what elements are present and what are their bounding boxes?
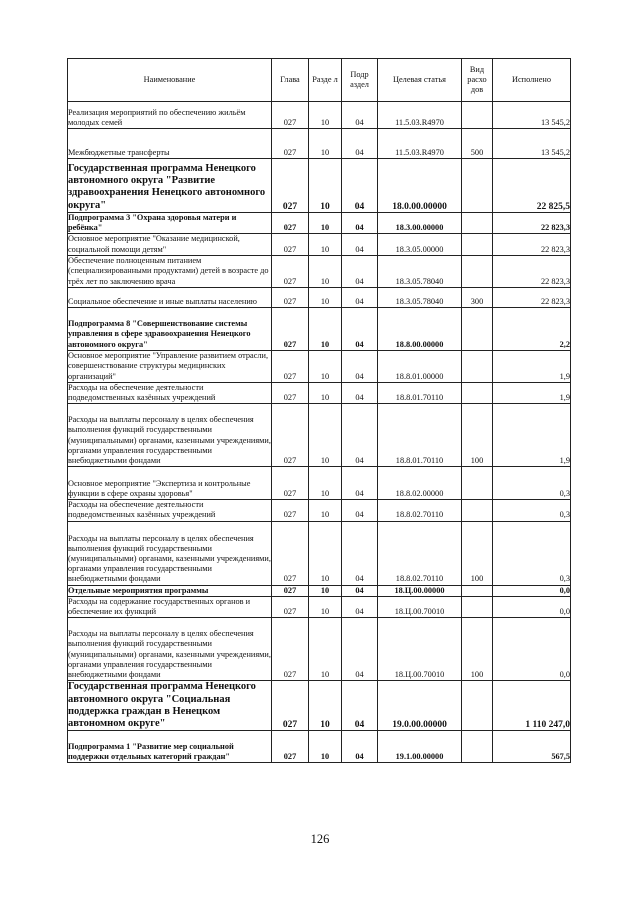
cell-name: Расходы на содержание государственных органов и обеспечение их функций: [68, 596, 272, 617]
table-row: [68, 731, 571, 763]
header-executed: Исполнено: [493, 59, 571, 102]
cell-podrazdel: 04: [342, 129, 378, 159]
cell-glava: 027: [272, 287, 309, 307]
cell-name: Основное мероприятие "Экспертиза и контрольные функции в сфере охраны здоровья": [68, 467, 272, 500]
cell-name: Расходы на обеспечение деятельности подведомственных казённых учреждений: [68, 500, 272, 521]
cell-vid: 100: [462, 521, 493, 585]
cell-executed: 0,3: [493, 500, 571, 521]
cell-executed: 22 823,3: [493, 287, 571, 307]
header-vid: Вид расхо дов: [462, 59, 493, 102]
cell-name: Реализация мероприятий по обеспечению жильём молодых семей: [68, 102, 272, 129]
cell-glava: 027: [272, 255, 309, 287]
cell-vid: [462, 102, 493, 129]
cell-glava: 027: [272, 350, 309, 382]
header-podrazdel: Подр аздел: [342, 59, 378, 102]
cell-executed: 13 545,2: [493, 102, 571, 129]
cell-target: 18.8.00.00000: [378, 307, 462, 350]
budget-table: [67, 58, 571, 763]
cell-podrazdel: 04: [342, 234, 378, 255]
cell-name: Подпрограмма 3 "Охрана здоровья матери и ребёнка": [68, 213, 272, 234]
cell-target: 18.Ц.00.70010: [378, 596, 462, 617]
cell-target: 18.0.00.00000: [378, 159, 462, 213]
table-row: [68, 596, 571, 617]
cell-vid: [462, 255, 493, 287]
cell-glava: 027: [272, 681, 309, 731]
cell-razdel: 10: [309, 596, 342, 617]
cell-target: 18.3.00.00000: [378, 213, 462, 234]
cell-podrazdel: 04: [342, 521, 378, 585]
cell-target: 18.8.02.70110: [378, 521, 462, 585]
cell-executed: 2,2: [493, 307, 571, 350]
header-razdel: Разде л: [309, 59, 342, 102]
cell-razdel: 10: [309, 350, 342, 382]
cell-podrazdel: 04: [342, 404, 378, 467]
cell-glava: 027: [272, 234, 309, 255]
cell-razdel: 10: [309, 129, 342, 159]
table-row: [68, 500, 571, 521]
cell-podrazdel: 04: [342, 731, 378, 763]
cell-target: 19.0.00.00000: [378, 681, 462, 731]
cell-executed: 0,0: [493, 596, 571, 617]
cell-target: 18.8.01.70110: [378, 404, 462, 467]
cell-name: Расходы на выплаты персоналу в целях обеспечения выполнения функций государственными (муниципальными) органами, казенными учреждениями, органами управления государственными внебюджетными фондами: [68, 618, 272, 681]
table-row: [68, 159, 571, 213]
cell-podrazdel: 04: [342, 159, 378, 213]
cell-executed: 1 110 247,0: [493, 681, 571, 731]
cell-vid: [462, 350, 493, 382]
cell-executed: 1,9: [493, 404, 571, 467]
cell-podrazdel: 04: [342, 102, 378, 129]
cell-executed: 567,5: [493, 731, 571, 763]
cell-executed: 22 823,3: [493, 234, 571, 255]
cell-glava: 027: [272, 585, 309, 596]
cell-razdel: 10: [309, 159, 342, 213]
cell-target: 18.Ц.00.70010: [378, 618, 462, 681]
cell-name: Социальное обеспечение и иные выплаты населению: [68, 287, 272, 307]
cell-vid: [462, 585, 493, 596]
cell-podrazdel: 04: [342, 350, 378, 382]
cell-executed: 1,9: [493, 382, 571, 403]
table-row: [68, 129, 571, 159]
cell-name: Расходы на выплаты персоналу в целях обеспечения выполнения функций государственными (муниципальными) органами, казенными учреждениями, органами управления государственными внебюджетными фондами: [68, 404, 272, 467]
cell-razdel: 10: [309, 287, 342, 307]
cell-razdel: 10: [309, 467, 342, 500]
cell-name: Отдельные мероприятия программы: [68, 585, 272, 596]
cell-name: Расходы на обеспечение деятельности подведомственных казённых учреждений: [68, 382, 272, 403]
cell-vid: [462, 681, 493, 731]
cell-vid: [462, 213, 493, 234]
cell-name: Государственная программа Ненецкого автономного округа "Развитие здравоохранения Ненецкого автономного округа": [68, 159, 272, 213]
cell-glava: 027: [272, 159, 309, 213]
cell-executed: 22 823,3: [493, 213, 571, 234]
cell-vid: [462, 234, 493, 255]
cell-glava: 027: [272, 521, 309, 585]
cell-vid: [462, 500, 493, 521]
header-name: Наименование: [68, 59, 272, 102]
cell-podrazdel: 04: [342, 467, 378, 500]
cell-executed: 1,9: [493, 350, 571, 382]
table-row: [68, 307, 571, 350]
cell-executed: 13 545,2: [493, 129, 571, 159]
cell-target: 18.3.05.78040: [378, 255, 462, 287]
cell-target: 18.3.05.00000: [378, 234, 462, 255]
table-row: [68, 681, 571, 731]
cell-glava: 027: [272, 102, 309, 129]
cell-name: Подпрограмма 8 "Совершенствование системы управления в сфере здравоохранения Ненецкого автономного округа": [68, 307, 272, 350]
table-body: [68, 102, 571, 763]
cell-razdel: 10: [309, 234, 342, 255]
cell-podrazdel: 04: [342, 618, 378, 681]
cell-executed: 22 823,3: [493, 255, 571, 287]
cell-name: Подпрограмма 1 "Развитие мер социальной поддержки отдельных категорий граждан": [68, 731, 272, 763]
cell-executed: 0,3: [493, 521, 571, 585]
cell-target: 18.8.02.70110: [378, 500, 462, 521]
cell-glava: 027: [272, 382, 309, 403]
table-header: [68, 59, 571, 102]
cell-podrazdel: 04: [342, 255, 378, 287]
cell-vid: [462, 596, 493, 617]
cell-vid: [462, 467, 493, 500]
table-row: [68, 234, 571, 255]
cell-name: Основное мероприятие "Оказание медицинской, социальной помощи детям": [68, 234, 272, 255]
cell-podrazdel: 04: [342, 307, 378, 350]
cell-razdel: 10: [309, 307, 342, 350]
cell-vid: 100: [462, 404, 493, 467]
cell-executed: 0,3: [493, 467, 571, 500]
cell-razdel: 10: [309, 213, 342, 234]
cell-razdel: 10: [309, 731, 342, 763]
cell-razdel: 10: [309, 585, 342, 596]
cell-glava: 027: [272, 404, 309, 467]
table-row: [68, 287, 571, 307]
cell-name: Межбюджетные трансферты: [68, 129, 272, 159]
cell-razdel: 10: [309, 404, 342, 467]
cell-target: 18.8.01.70110: [378, 382, 462, 403]
cell-target: 18.8.02.00000: [378, 467, 462, 500]
cell-razdel: 10: [309, 618, 342, 681]
cell-vid: 300: [462, 287, 493, 307]
table-row: [68, 213, 571, 234]
cell-podrazdel: 04: [342, 287, 378, 307]
table-row: [68, 102, 571, 129]
cell-razdel: 10: [309, 681, 342, 731]
page-number: 126: [310, 832, 330, 846]
cell-vid: [462, 307, 493, 350]
cell-glava: 027: [272, 618, 309, 681]
table-row: [68, 382, 571, 403]
cell-target: 11.5.03.R4970: [378, 129, 462, 159]
cell-glava: 027: [272, 500, 309, 521]
cell-razdel: 10: [309, 521, 342, 585]
table-row: [68, 618, 571, 681]
cell-vid: 500: [462, 129, 493, 159]
table-row: [68, 585, 571, 596]
cell-target: 18.3.05.78040: [378, 287, 462, 307]
cell-podrazdel: 04: [342, 382, 378, 403]
cell-glava: 027: [272, 307, 309, 350]
cell-name: Государственная программа Ненецкого автономного округа "Социальная поддержка граждан в Ненецком автономном округе": [68, 681, 272, 731]
cell-podrazdel: 04: [342, 681, 378, 731]
header-glava: Глава: [272, 59, 309, 102]
cell-vid: 100: [462, 618, 493, 681]
table-row: [68, 350, 571, 382]
cell-vid: [462, 731, 493, 763]
cell-name: Расходы на выплаты персоналу в целях обеспечения выполнения функций государственными (муниципальными) органами, казенными учреждениями, органами управления государственными внебюджетными фондами: [68, 521, 272, 585]
cell-vid: [462, 159, 493, 213]
cell-glava: 027: [272, 213, 309, 234]
cell-executed: 0,0: [493, 585, 571, 596]
table-row: [68, 467, 571, 500]
cell-razdel: 10: [309, 382, 342, 403]
cell-glava: 027: [272, 467, 309, 500]
cell-target: 19.1.00.00000: [378, 731, 462, 763]
cell-executed: 22 825,5: [493, 159, 571, 213]
cell-name: Основное мероприятие "Управление развитием отрасли, совершенствование структуры медицинских организаций": [68, 350, 272, 382]
cell-name: Обеспечение полноценным питанием (специализированными продуктами) детей в возрасте до трёх лет по заключению врача: [68, 255, 272, 287]
table-row: [68, 255, 571, 287]
cell-podrazdel: 04: [342, 213, 378, 234]
cell-podrazdel: 04: [342, 500, 378, 521]
header-target: Целевая статья: [378, 59, 462, 102]
cell-glava: 027: [272, 731, 309, 763]
cell-podrazdel: 04: [342, 596, 378, 617]
cell-executed: 0,0: [493, 618, 571, 681]
cell-target: 18.Ц.00.00000: [378, 585, 462, 596]
cell-vid: [462, 382, 493, 403]
table-row: [68, 521, 571, 585]
cell-target: 18.8.01.00000: [378, 350, 462, 382]
cell-podrazdel: 04: [342, 585, 378, 596]
cell-glava: 027: [272, 129, 309, 159]
cell-razdel: 10: [309, 255, 342, 287]
cell-razdel: 10: [309, 102, 342, 129]
cell-razdel: 10: [309, 500, 342, 521]
table-row: [68, 404, 571, 467]
cell-glava: 027: [272, 596, 309, 617]
cell-target: 11.5.03.R4970: [378, 102, 462, 129]
